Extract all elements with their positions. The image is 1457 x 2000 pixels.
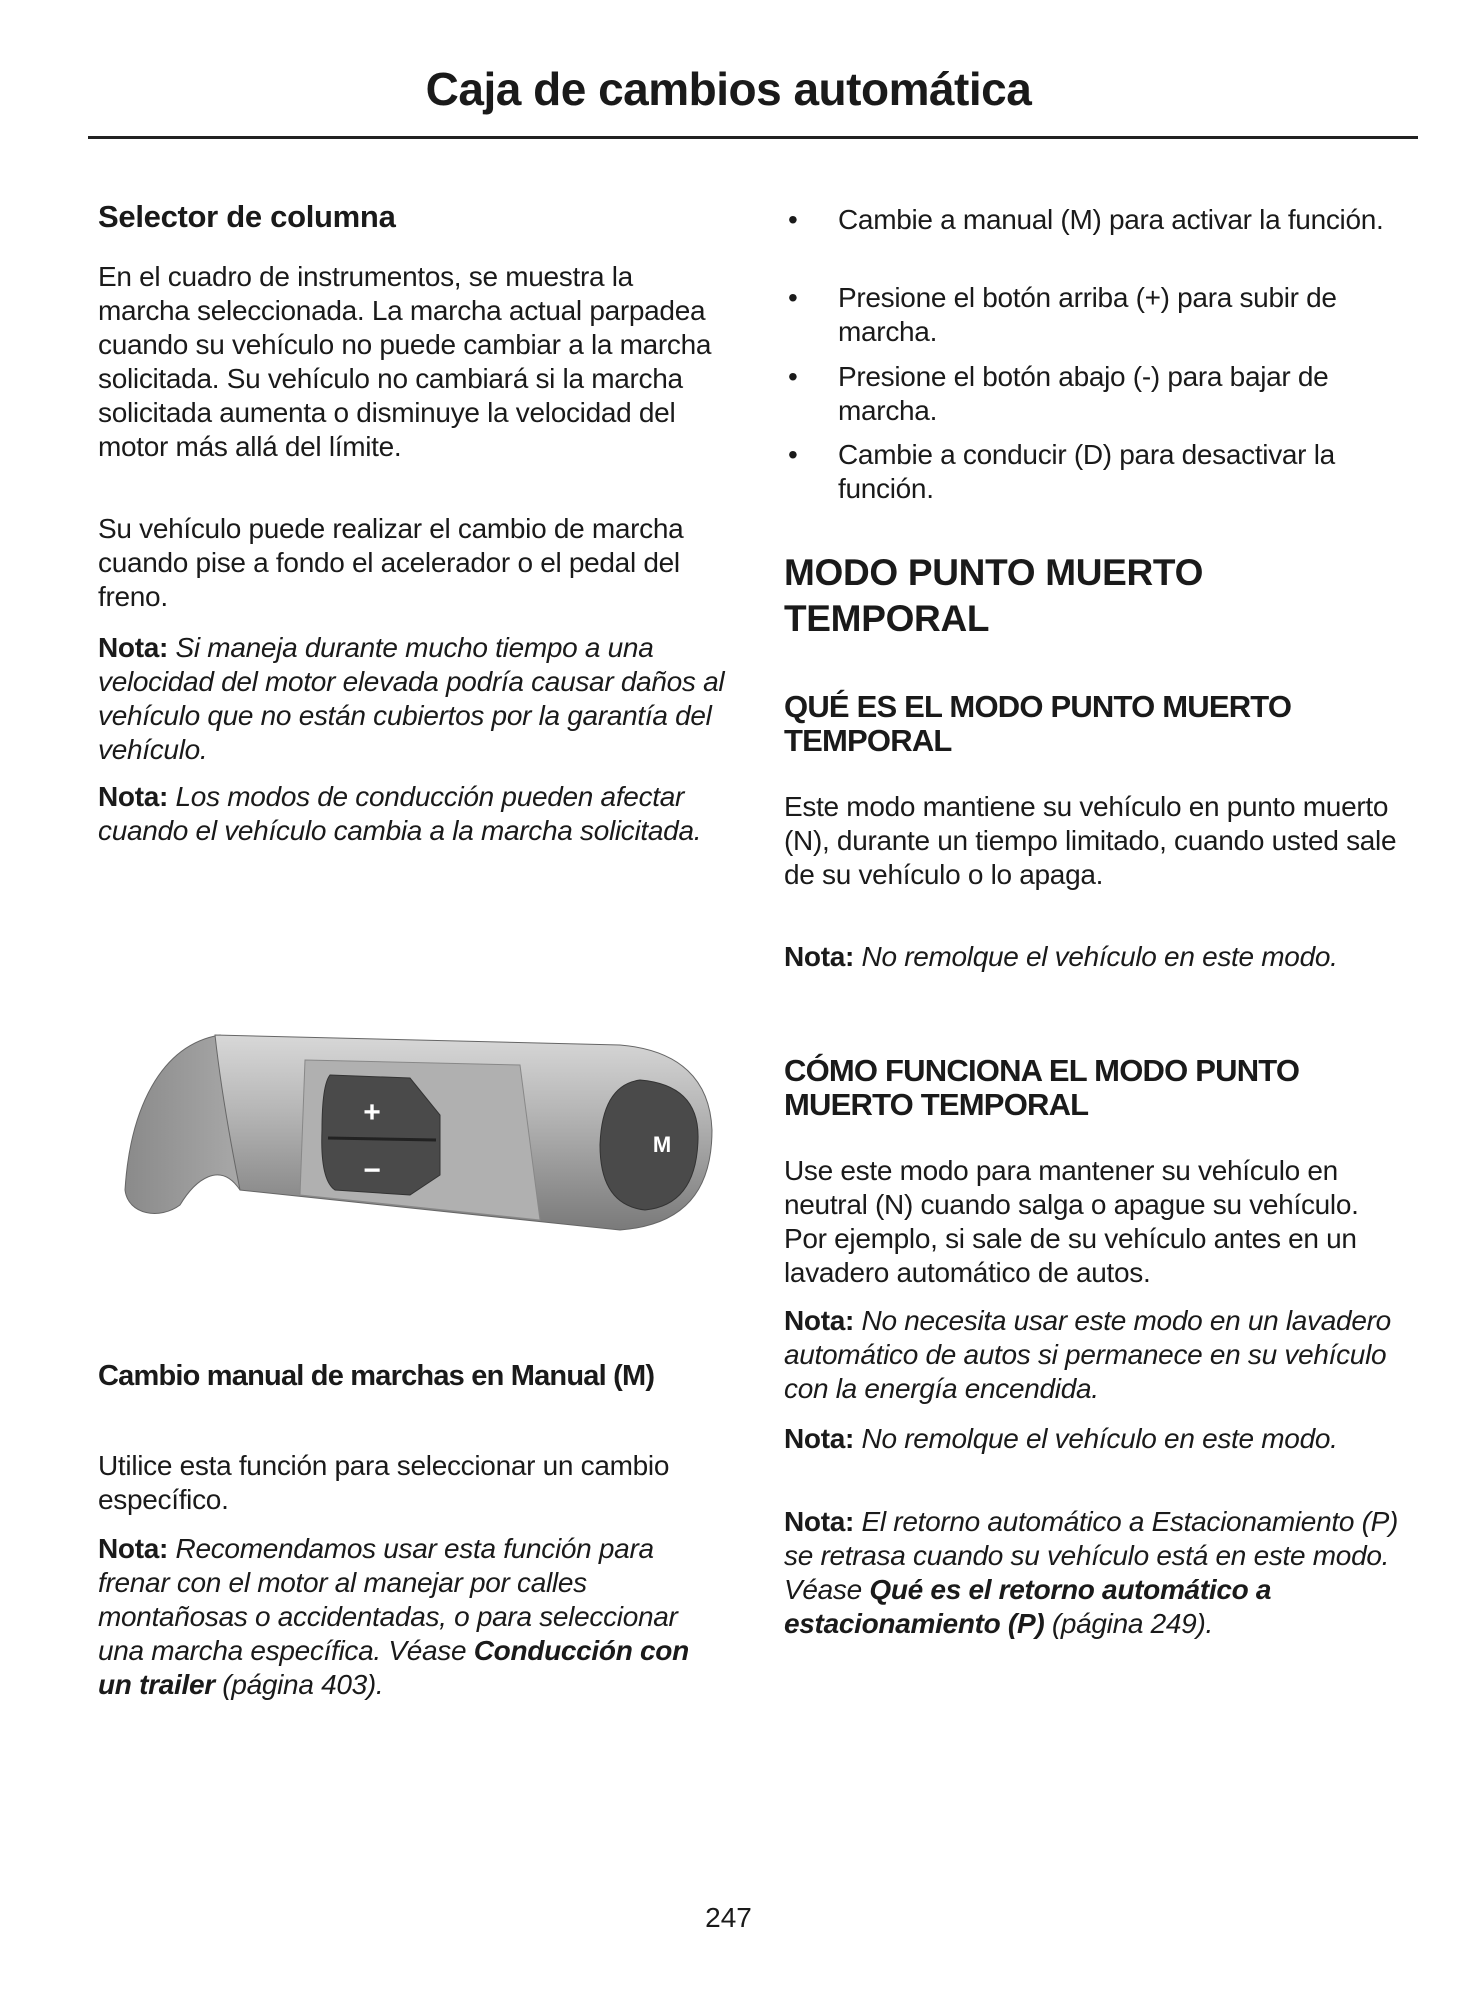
subheading-como-funciona: CÓMO FUNCIONA EL MODO PUNTO MUERTO TEMPORAL bbox=[784, 1053, 1300, 1122]
section-title: MODO PUNTO MUERTO TEMPORAL bbox=[784, 552, 1204, 639]
bullet-text: Cambie a manual (M) para activar la función. bbox=[838, 204, 1384, 235]
page-title: Caja de cambios automática bbox=[425, 63, 1032, 115]
page-number: 247 bbox=[705, 1902, 752, 1933]
header-divider bbox=[88, 136, 1418, 139]
note-label: Nota: bbox=[98, 781, 169, 812]
heading-cambio-manual: Cambio manual de marchas en Manual (M) bbox=[98, 1360, 655, 1392]
bullet-text: Cambie a conducir (D) para desactivar la función. bbox=[838, 439, 1335, 504]
bullet-item bbox=[784, 438, 1404, 506]
note-text: No remolque el vehículo en este modo. bbox=[861, 1423, 1338, 1454]
note bbox=[784, 1422, 1404, 1456]
bullet-item bbox=[784, 281, 1404, 349]
bullet-icon: • bbox=[788, 361, 798, 392]
bullet-item bbox=[784, 203, 1404, 237]
minus-button-label: − bbox=[363, 1154, 381, 1187]
note-label: Nota: bbox=[784, 1305, 855, 1336]
note-text: No remolque el vehículo en este modo. bbox=[861, 941, 1338, 972]
note bbox=[98, 780, 726, 848]
m-button-label: M bbox=[652, 1132, 672, 1157]
note-text: Recomendamos usar esta función para frenar con el motor al manejar por calles montañosas o accidentadas, o para seleccionar una marcha específica. Véase bbox=[98, 1533, 678, 1666]
cross-reference-link[interactable]: Qué es el retorno automático a estacionamiento (P) bbox=[784, 1574, 1272, 1639]
bullet-text: Presione el botón arriba (+) para subir de marcha. bbox=[838, 282, 1337, 347]
column-shifter-illustration bbox=[100, 990, 730, 1240]
paragraph: Este modo mantiene su vehículo en punto muerto (N), durante un tiempo limitado, cuando usted sale de su vehículo o lo apaga. bbox=[784, 791, 1397, 890]
page-reference: (página 403). bbox=[222, 1669, 384, 1700]
bullet-item bbox=[784, 360, 1404, 428]
note bbox=[784, 1505, 1404, 1641]
cross-reference-link[interactable]: Conducción con un trailer bbox=[98, 1635, 689, 1700]
note-label: Nota: bbox=[784, 1423, 855, 1454]
bullet-icon: • bbox=[788, 282, 798, 313]
note bbox=[98, 1532, 726, 1702]
paragraph: Su vehículo puede realizar el cambio de marcha cuando pise a fondo el acelerador o el pedal del freno. bbox=[98, 513, 684, 612]
bullet-text: Presione el botón abajo (-) para bajar de marcha. bbox=[838, 361, 1329, 426]
paragraph: Use este modo para mantener su vehículo en neutral (N) cuando salga o apague su vehículo. Por ejemplo, si sale de su vehículo antes en un lavadero automático de autos. bbox=[784, 1155, 1359, 1288]
note bbox=[98, 631, 726, 767]
heading-selector-columna: Selector de columna bbox=[98, 199, 396, 234]
note bbox=[784, 940, 1404, 974]
note-text: Si maneja durante mucho tiempo a una velocidad del motor elevada podría causar daños al vehículo que no están cubiertos por la garantía del vehículo. bbox=[98, 632, 725, 765]
paragraph: En el cuadro de instrumentos, se muestra la marcha seleccionada. La marcha actual parpadea cuando su vehículo no puede cambiar a la marcha solicitada. Su vehículo no cambiará si la marcha solicitada aumenta o disminuye la velocidad del motor más allá del límite. bbox=[98, 261, 712, 462]
bullet-icon: • bbox=[788, 439, 798, 470]
note-text: No necesita usar este modo en un lavadero automático de autos si permanece en su vehículo con la energía encendida. bbox=[784, 1305, 1391, 1404]
subheading-que-es: QUÉ ES EL MODO PUNTO MUERTO TEMPORAL bbox=[784, 689, 1292, 758]
paragraph: Utilice esta función para seleccionar un cambio específico. bbox=[98, 1450, 670, 1515]
plus-button-label: + bbox=[363, 1096, 381, 1129]
note-text: El retorno automático a Estacionamiento (P) se retrasa cuando su vehículo está en este modo. Véase bbox=[784, 1506, 1399, 1605]
note-label: Nota: bbox=[784, 1506, 855, 1537]
note-label: Nota: bbox=[784, 941, 855, 972]
note-label: Nota: bbox=[98, 1533, 169, 1564]
bullet-icon: • bbox=[788, 204, 798, 235]
note-label: Nota: bbox=[98, 632, 169, 663]
note-text: Los modos de conducción pueden afectar cuando el vehículo cambia a la marcha solicitada. bbox=[98, 781, 702, 846]
note bbox=[784, 1304, 1404, 1406]
page-reference: (página 249). bbox=[1051, 1608, 1213, 1639]
